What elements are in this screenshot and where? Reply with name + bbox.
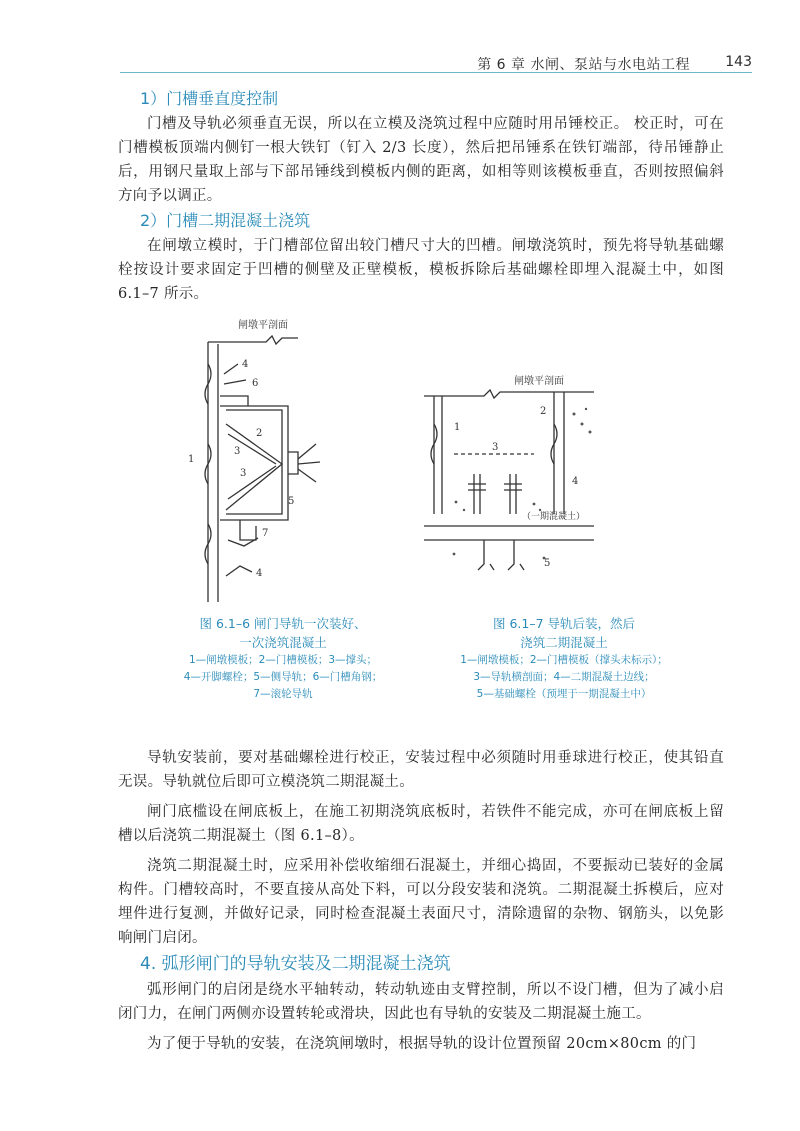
section-title-radial-gate: 4. 弧形闸门的导轨安装及二期混凝土浇筑 [140, 954, 451, 974]
fig2-label: 4 [572, 476, 579, 487]
paragraph-sill: 闸门底槛设在闸底板上，在施工初期浇筑底板时，若铁件不能完成，亦可在闸底板上留槽以后浇筑二期混凝土（图 6.1–8）。 [118, 804, 724, 844]
chapter-title: 第 6 章 水闸、泵站与水电站工程 [477, 57, 690, 73]
fig1-label: 3 [240, 468, 247, 479]
figure-6-1-7-drawing [414, 314, 714, 614]
header-rule [120, 72, 752, 73]
fig1-caption-line2: 一次浇筑混凝土 [239, 635, 327, 650]
paragraph-rail-install: 导轨安装前，要对基础螺栓进行校正，安装过程中必须随时用垂球进行校正，使其铅直无误。导轨就位后即可立模浇筑二期混凝土。 [118, 750, 724, 790]
fig2-top-label: 闸墩平剖面 [514, 376, 564, 387]
fig1-legend-line2: 4—开脚螺栓；5—侧导轨；6—门槽角钢； [183, 671, 383, 683]
fig2-stage-label: （一期混凝土） [522, 512, 586, 522]
fig2-caption-line1: 图 6.1–7 导轨后装，然后 [492, 616, 636, 631]
fig1-caption-line1: 图 6.1–6 闸门导轨一次装好、 [199, 616, 367, 631]
fig1-label: 3 [234, 446, 241, 457]
fig1-label: 1 [188, 454, 195, 465]
page-header [0, 52, 800, 74]
fig2-legend-line1: 1—闸墩模板；2—门槽模板（撑头未标示）； [460, 654, 668, 666]
fig1-legend-line1: 1—闸墩模板；2—门槽模板；3—撑头； [188, 654, 378, 666]
section-title-verticality: 1）门槽垂直度控制 [140, 89, 279, 108]
fig2-caption-line2: 浇筑二期混凝土 [520, 635, 608, 650]
paragraph-radial-gate: 弧形闸门的启闭是绕水平轴转动，转动轨迹由支臂控制，所以不设门槽，但为了减小启闭门力，在闸门两侧亦设置转轮或滑块，因此也有导轨的安装及二期混凝土施工。 [118, 982, 724, 1022]
text-after-figures [118, 746, 724, 1056]
paragraph-verticality: 门槽及导轨必须垂直无误，所以在立模及浇筑过程中应随时用吊锤校正。 校正时，可在门槽模板顶端内侧钉一根大铁钉（钉入 2/3 长度），然后把吊锤系在铁钉端部，待吊锤静止后，用钢尺量取上部与下部吊锤线到模板内侧的距离，如相等则该模板垂直，否则按照偏斜方向予以调正。 [118, 116, 724, 204]
section-title-second-stage: 2）门槽二期混凝土浇筑 [140, 211, 311, 230]
figure-6-1-6-drawing [148, 314, 418, 614]
fig1-label: 7 [262, 528, 269, 539]
fig2-legend-line3: 5—基础螺栓（预埋于一期混凝土中） [476, 688, 652, 700]
figures-row [118, 314, 724, 744]
figure-6-1-7 [414, 314, 714, 703]
fig1-top-label: 闸墩平剖面 [238, 320, 288, 331]
page-number: 143 [725, 54, 752, 70]
fig2-legend-line2: 3—导轨横剖面；4—二期混凝土边线； [473, 671, 655, 683]
fig2-label: 1 [454, 422, 461, 433]
fig2-label: 3 [492, 442, 499, 453]
paragraph-second-stage-pour: 浇筑二期混凝土时，应采用补偿收缩细石混凝土，并细心捣固，不要振动已装好的金属构件。门槽较高时，不要直接从高处下料，可以分段安装和浇筑。二期混凝土拆模后，应对埋件进行复测，并做好记录，同时检查混凝土表面尺寸，清除遗留的杂物、钢筋头，以免影响闸门启闭。 [118, 858, 724, 946]
fig1-label: 2 [256, 428, 263, 439]
fig2-label: 2 [540, 406, 547, 417]
fig2-label: 5 [544, 558, 551, 569]
fig1-label: 4 [242, 359, 249, 370]
fig1-label: 4 [256, 568, 263, 579]
figure-6-1-6 [148, 314, 418, 703]
fig1-label: 5 [288, 496, 295, 507]
paragraph-reserve-slot: 为了便于导轨的安装，在浇筑闸墩时，根据导轨的设计位置预留 20cm×80cm 的门 [147, 1036, 697, 1052]
page-body [118, 86, 724, 1056]
paragraph-second-stage: 在闸墩立模时，于门槽部位留出较门槽尺寸大的凹槽。闸墩浇筑时，预先将导轨基础螺栓按设计要求固定于凹槽的侧壁及正壁模板，模板拆除后基础螺栓即埋入混凝土中，如图 6.1–7 所示。 [118, 238, 724, 302]
fig1-legend-line3: 7—滚轮导轨 [253, 688, 313, 700]
fig1-label: 6 [252, 378, 259, 389]
